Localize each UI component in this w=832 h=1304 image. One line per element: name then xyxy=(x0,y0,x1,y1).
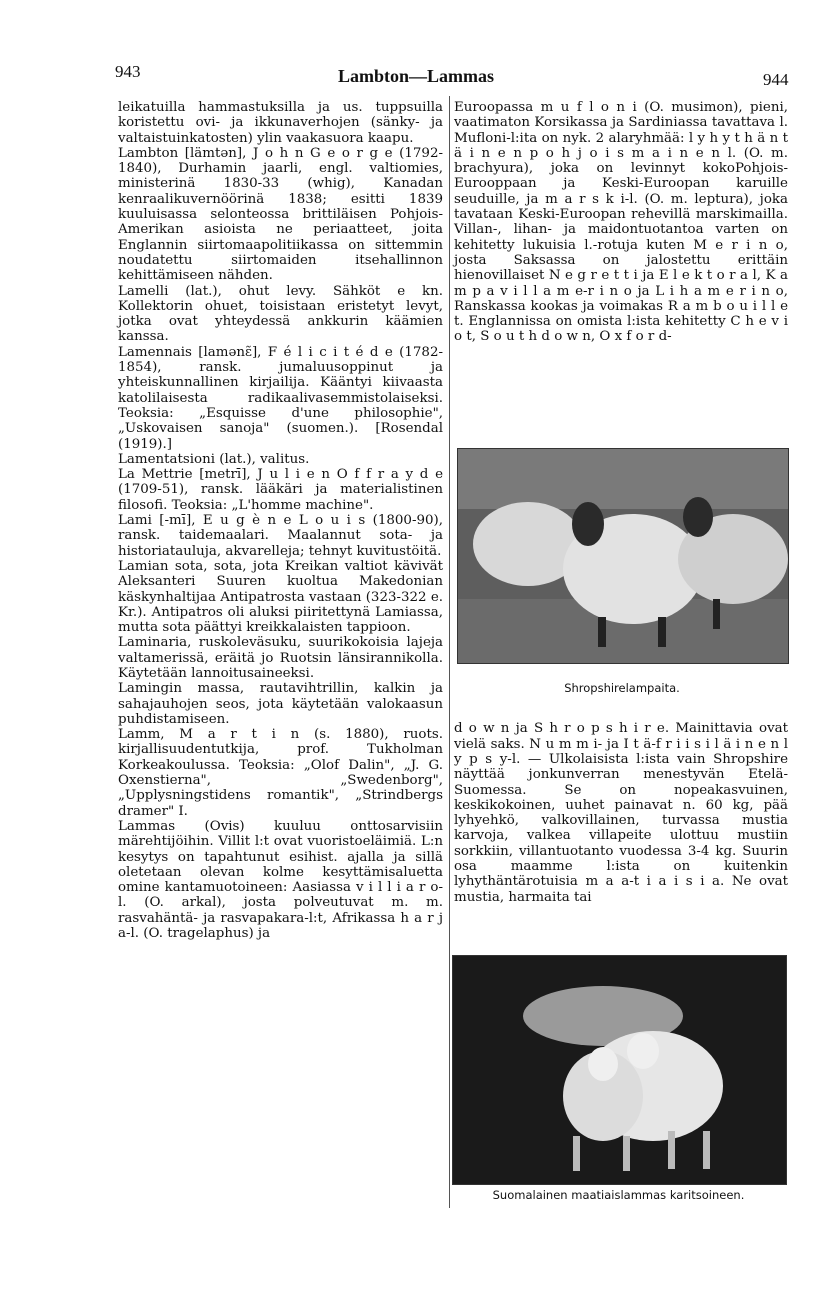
entry-text: Laminaria, ruskoleväsuku, suurikokoisia lajeja valtamerissä, eräitä jo Ruotsin länsirannikolla. Käytetään lannoitusaineeksi. xyxy=(118,635,443,681)
entry-text: Lamm, M a r t i n (s. 1880), ruots. kirjallisuudentutkija, prof. Tukholman Korkeakoulussa. Teoksia: „Olof Dalin", „J. G. Oxenstierna", „Swedenborg", „Upplysningstidens romantik", „Strindbergs dramer" I. xyxy=(118,727,443,819)
entry-text: Lamennais [lamənɛ̃], F é l i c i t é d e (1782-1854), ransk. jumaluusoppinut ja yhteiskunnallinen kirjailija. Kääntyi kiivaasta katolilaisesta radikaalivasemmistolaiseksi. Teoksia: „Esquisse d'une philosophie", „Uskovaisen sanoja" (suomen.). [Rosendal (1919).] xyxy=(118,344,443,452)
entry-text: Lamentatsioni (lat.), valitus. xyxy=(118,451,310,467)
entry-text: Lamian sota, sota, jota Kreikan valtiot kävivät Aleksanteri Suuren kuoltua Makedonian käskynhaltijaa Antipatrosta vastaan (323-322 e. Kr.). Antipatros oli aluksi piiritettynä Lamiassa, mutta sota päättyi kreikkalaisten tappioon. xyxy=(118,558,444,636)
entry-text: leikatuilla hammastuksilla ja us. tuppsuilla koristettu ovi- ja ikkunaverhojen (sänky- ja valtaistuinkatosten) ylin vaakasuora kaapu. xyxy=(118,100,443,146)
entry-text: Lambton [lämtən], J o h n G e o r g e (1792-1840), Durhamin jaarli, engl. valtiomies, ministerinä 1830-33 (whig), Kanadan kenraalikuvernöörinä 1838; esitti 1839 kuuluisassa selonteossa brittiläisen Pohjois-Amerikan asioista ne periaatteet, joita Englannin siirtomaapolitiikassa on sittemmin noudatettu siirtomaiden itsehallinnon kehittämiseen nähden. xyxy=(118,145,443,284)
column-divider xyxy=(449,96,450,1208)
finnish-sheep-photo xyxy=(452,955,787,1185)
entry-text: Lamelli (lat.), ohut levy. Sähköt e kn. Kollektorin ohuet, toisistaan eristetyt levyt, jotka ovat yhteydessä ankkurin käämien kanssa. xyxy=(118,283,443,345)
figure-caption: Suomalainen maatiaislammas karitsoineen. xyxy=(492,1188,745,1202)
entry-text: Euroopassa m u f l o n i (O. musimon), pieni, vaatimaton Korsikassa ja Sardiniassa tavattava l. Mufloni-l:ita on nyk. 2 alaryhmää: l y h y t h ä n t ä i n e n p o h j o i s m a i n e n l. (O. m. brachyura), joka on levinnyt kokoPohjois-Eurooppaan ja Keski-Euroopan karuille seuduille, ja m a r s k i-l. (O. m. leptura), joka tavataan Keski-Euroopan rehevillä marskimailla. Villan-, lihan- ja maidontuotantoa varten on kehitetty lukuisia l.-rotuja kuten M e r i n o, josta Saksassa on jalostettu erittäin hienovillaiset N e g r e t t i ja E l e k t o r a l, K a m p a v i l l a m e-r i n o ja L i h a m e r i n o, Ranskassa kookas ja voimakas R a m b o u i l l e t. Englannissa on omista l:ista kehitetty C h e v i o t, S o u t h d o w n, O x f o r d- xyxy=(454,100,788,345)
page-number-right: 944 xyxy=(763,70,789,89)
entry-text: Lami [-mī], E u g è n e L o u i s (1800-90), ransk. taidemaalari. Maalannut sota- ja historiatauluja, akvarelleja; tehnyt kuvitustöitä. xyxy=(118,513,443,559)
figure-caption: Shropshirelampaita. xyxy=(564,681,680,695)
left-column xyxy=(118,100,443,941)
entry-text: Lamingin massa, rautavihtrillin, kalkin ja sahajauhojen seos, jota käytetään valokaasun puhdistamiseen. xyxy=(118,681,443,727)
page-title: Lambton—Lammas xyxy=(337,66,494,86)
entry-text: Lammas (Ovis) kuuluu onttosarvisiin märehtijöihin. Villit l:t ovat vuoristoeläimiä. L:n kesytys on tapahtunut esihist. ajalla ja sillä oletetaan olevan kolme kesyttämisaluetta omine kantamuotoineen: Aasiassa v i l l i a r o-l. (O. arkal), josta polveutuvat m. m. rasvahäntä- ja rasvapakara-l:t, Afrikassa h a r j a-l. (O. tragelaphus) ja xyxy=(118,818,443,942)
shropshire-sheep-photo xyxy=(457,448,789,664)
page-number-left: 943 xyxy=(115,62,141,81)
right-column-top xyxy=(454,100,788,345)
entry-text: d o w n ja S h r o p s h i r e. Mainittavia ovat vielä saks. N u m m i- ja I t ä-f r i i s i l ä i n e n l y p s y-l. — Ulkolaisista l:ista vain Shropshire näyttää jonkunverran menestyvän Etelä-Suomessa. Se on nopeakasvuinen, keskikokoinen, uuhet painavat n. 60 kg, pää lyhyehkö, valkovillainen, turvassa mustia karvoja, valkea villapeite ulottuu mustiin sorkkiin, villantuotanto vuodessa 3-4 kg. Suurin osa maamme l:ista on kuitenkin lyhythäntärotuisia m a a-t i a i s i a. Ne ovat mustia, harmaita tai xyxy=(454,721,788,905)
entry-text: La Mettrie [metrī], J u l i e n O f f r a y d e (1709-51), ransk. lääkäri ja materialistinen filosofi. Teoksia: „L'homme machine". xyxy=(118,467,443,513)
right-column-bottom xyxy=(454,708,788,918)
